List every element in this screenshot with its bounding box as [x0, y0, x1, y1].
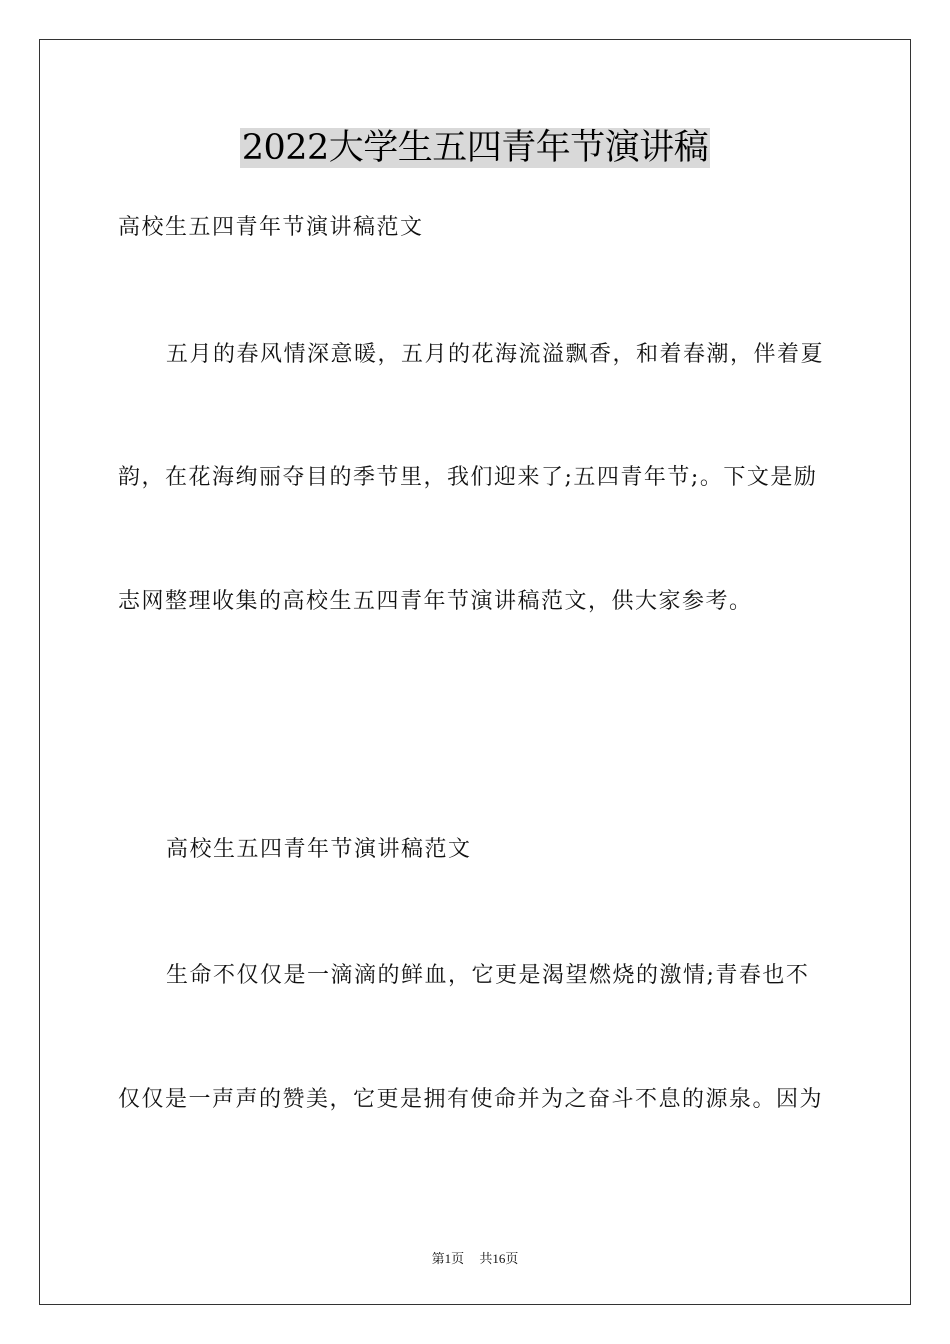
- paragraph-line: 生命不仅仅是一滴滴的鲜血，它更是渴望燃烧的激情;青春也不: [166, 963, 810, 988]
- paragraph-line: 志网整理收集的高校生五四青年节演讲稿范文，供大家参考。: [118, 589, 753, 614]
- title-container: [0, 128, 950, 168]
- page-footer: [0, 1248, 950, 1267]
- section-heading: 高校生五四青年节演讲稿范文: [166, 837, 472, 862]
- document-subtitle: 高校生五四青年节演讲稿范文: [118, 215, 424, 240]
- page-number: 第1页: [431, 1251, 465, 1266]
- paragraph-line: 韵，在花海绚丽夺目的季节里，我们迎来了;五四青年节;。下文是励: [118, 465, 818, 490]
- paragraph-line: 五月的春风情深意暖，五月的花海流溢飘香，和着春潮，伴着夏: [166, 342, 825, 367]
- paragraph-line: 仅仅是一声声的赞美，它更是拥有使命并为之奋斗不息的源泉。因为: [118, 1087, 824, 1112]
- page-total: 共16页: [479, 1251, 519, 1266]
- document-title: 2022大学生五四青年节演讲稿: [241, 128, 709, 168]
